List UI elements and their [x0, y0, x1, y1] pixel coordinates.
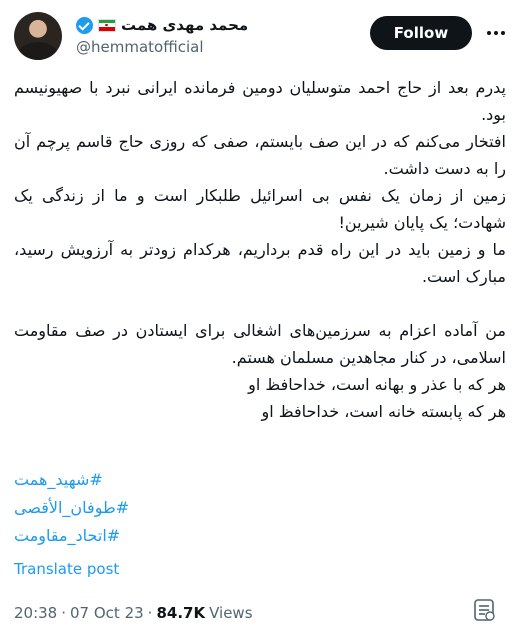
tweet-text: [14, 74, 506, 425]
hashtag-link[interactable]: #اتحاد_مقاومت: [14, 526, 121, 545]
verified-badge-icon: [76, 17, 93, 34]
tweet-paragraph: من آماده اعزام به سرزمین‌های اشغالی برای ایستادن در صف مقاومت اسلامی، در کنار مجاهدین مسلمان هستم.: [14, 321, 506, 367]
iran-flag-icon: [98, 19, 116, 32]
tweet-paragraph: هر که پابسته خانه است، خداحافظ او: [261, 402, 506, 421]
tweet-meta: [14, 604, 253, 622]
views-count: 84.7K: [156, 604, 206, 622]
grok-analyze-icon[interactable]: [470, 596, 498, 624]
tweet-date[interactable]: 07 Oct 23: [70, 604, 144, 622]
tweet-paragraph: پدرم بعد از حاج احمد متوسلیان دومین فرمانده ایرانی نبرد با صهیونیسم بود.: [14, 78, 506, 124]
tweet-time[interactable]: 20:38: [14, 604, 58, 622]
follow-button[interactable]: Follow: [370, 16, 472, 50]
paragraph-spacer: [14, 290, 506, 317]
author-display-name[interactable]: محمد مهدی همت: [121, 16, 249, 34]
avatar[interactable]: [14, 12, 62, 60]
meta-separator: ·: [61, 604, 67, 622]
translate-post-link[interactable]: Translate post: [14, 560, 120, 578]
tweet-paragraph: زمین از زمان یک نفس بی اسرائیل طلبکار است و ما از زندگی یک شهادت؛ یک پایان شیرین!: [14, 186, 506, 232]
more-options-icon[interactable]: [486, 24, 506, 42]
views-label: Views: [209, 604, 253, 622]
tweet-paragraph: افتخار می‌کنم که در این صف بایستم، صفی که روزی حاج قاسم پرچم آن را به دست داشت.: [14, 132, 506, 178]
tweet-paragraph: ما و زمین باید در این راه قدم برداریم، هرکدام زودتر به آرزویش رسید، مبارک است.: [14, 240, 506, 286]
hashtag-link[interactable]: #شهید_همت: [14, 470, 103, 489]
hashtag-link[interactable]: #طوفان_الأقصى: [14, 498, 130, 517]
tweet-header: [0, 0, 520, 70]
hashtag-list: [14, 466, 314, 550]
author-name-row: [76, 14, 248, 36]
tweet-paragraph: هر که با عذر و بهانه است، خداحافظ او: [248, 375, 506, 394]
meta-separator: ·: [147, 604, 153, 622]
author-handle[interactable]: @hemmatofficial: [76, 38, 204, 56]
